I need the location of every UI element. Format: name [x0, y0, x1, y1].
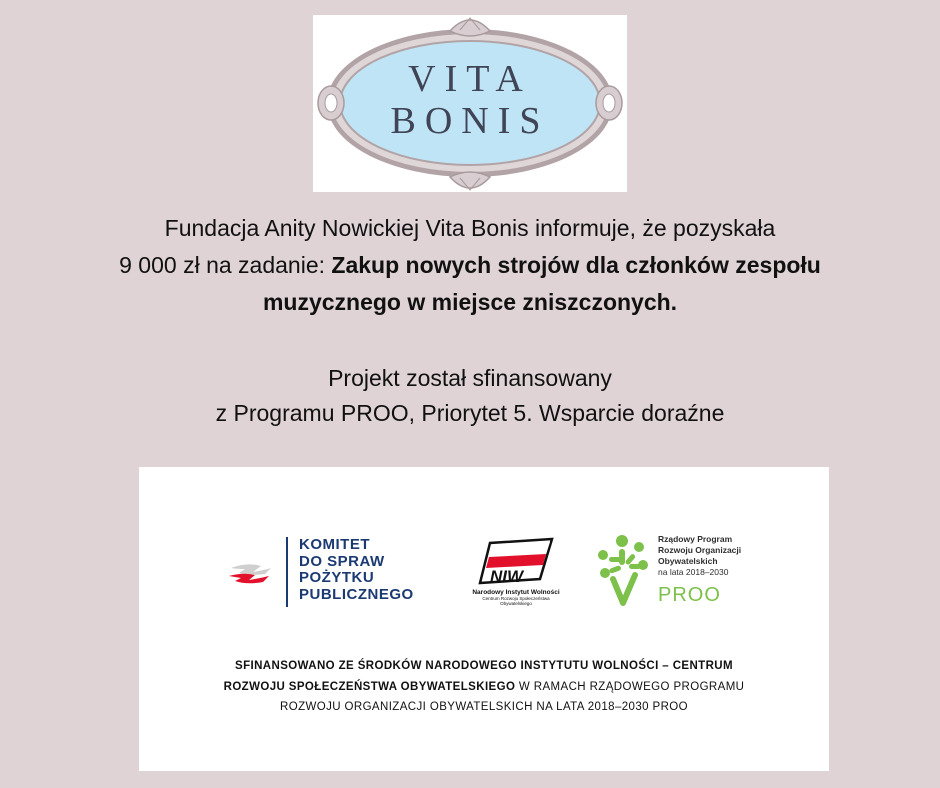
- logo-line-bonis: BONIS: [390, 100, 550, 142]
- announcement-task-2: muzycznego w miejsce zniszczonych.: [262, 289, 678, 315]
- announcement-amount: 9 000 zł na zadanie:: [119, 252, 332, 278]
- niw-mark: NIW: [490, 567, 524, 586]
- vita-bonis-logo: [313, 15, 627, 192]
- announcement-line-3: [0, 284, 940, 321]
- proo-flower-icon: [595, 531, 657, 611]
- sponsor-note-line-3: ROZWOJU ORGANIZACJI OBYWATELSKICH NA LATA 2018–2030 PROO: [280, 701, 688, 713]
- proo-logo: [595, 531, 765, 611]
- sponsor-panel: [139, 467, 829, 771]
- niw-logo: [466, 537, 566, 609]
- logo-line-vita: VITA: [408, 58, 532, 100]
- polish-flag-icon: [225, 560, 275, 590]
- proo-line-4: na lata 2018–2030: [658, 567, 729, 577]
- announcement: [0, 210, 940, 321]
- sponsor-note-line-2-bold: ROZWOJU SPOŁECZEŃSTWA OBYWATELSKIEGO: [223, 680, 516, 693]
- kdsp-logo: [225, 537, 445, 607]
- niw-caption-1: Narodowy Instytut Wolności: [472, 589, 560, 596]
- niw-flag-icon: [466, 537, 566, 589]
- kdsp-divider: [286, 537, 288, 607]
- proo-wordmark: PROO: [658, 584, 721, 606]
- kdsp-line-4: PUBLICZNEGO: [299, 585, 414, 603]
- announcement-line-1: Fundacja Anity Nowickiej Vita Bonis informuje, że pozyskała: [164, 215, 776, 241]
- funding-line-2: z Programu PROO, Priorytet 5. Wsparcie doraźne: [215, 400, 725, 426]
- sponsor-note-line-1: SFINANSOWANO ZE ŚRODKÓW NARODOWEGO INSTYTUTU WOLNOŚCI – CENTRUM: [235, 660, 733, 672]
- niw-caption-2: Centrum Rozwoju Społeczeństwa Obywatelskiego: [482, 596, 550, 606]
- sponsor-note: [139, 656, 829, 718]
- announcement-task-1: Zakup nowych strojów dla członków zespołu: [331, 252, 821, 278]
- proo-line-3: Obywatelskich: [658, 556, 718, 566]
- sponsor-note-line-2-rest: W RAMACH RZĄDOWEGO PROGRAMU: [515, 680, 745, 693]
- kdsp-line-2: DO SPRAW: [299, 552, 385, 570]
- kdsp-line-1: KOMITET: [299, 536, 370, 553]
- funding-line-1: Projekt został sfinansowany: [328, 365, 612, 391]
- announcement-line-2: [0, 247, 940, 284]
- proo-line-2: Rozwoju Organizacji: [658, 545, 742, 555]
- funding-info: [0, 361, 940, 431]
- kdsp-line-3: POŻYTKU: [299, 569, 375, 586]
- proo-line-1: Rządowy Program: [658, 534, 733, 544]
